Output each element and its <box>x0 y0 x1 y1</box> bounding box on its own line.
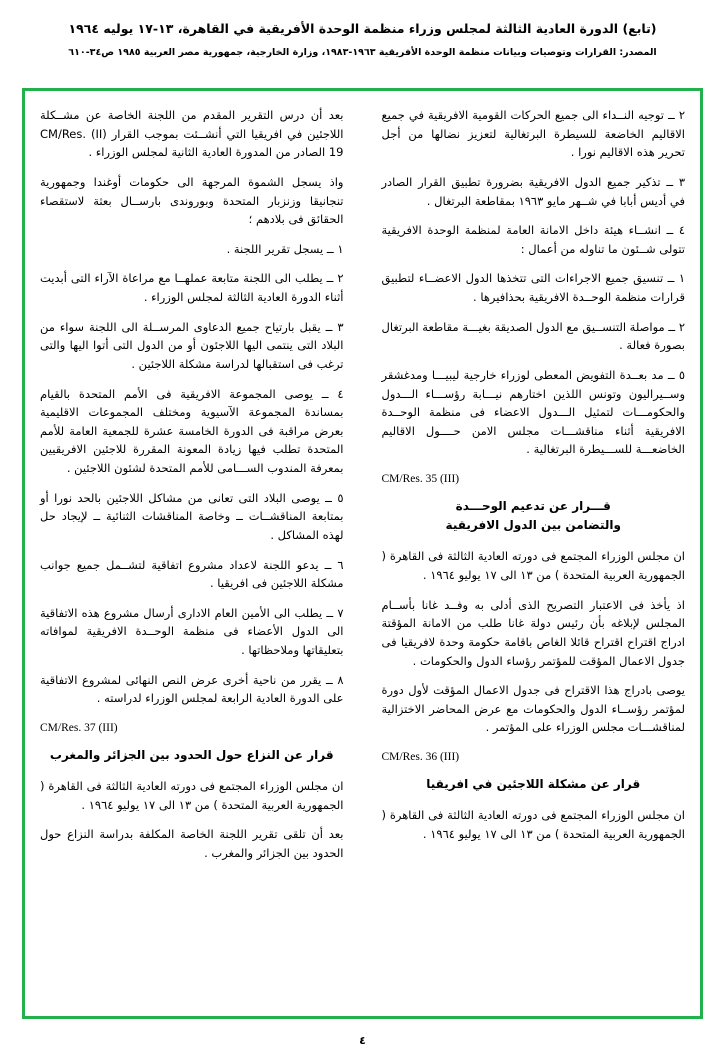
document-title: (تابع) الدورة العادية الثالثة لمجلس وزراء منظمة الوحدة الأفريقية في القاهرة، ١٣-١٧ يوليه ١٩٦٤ <box>68 21 657 36</box>
body-paragraph: ٨ ــ يقرر من ناحية أخرى عرض النص النهائى لمشروع الاتفاقية على الدورة العادية الرابعة لمجلس الوزراء لدراسته . <box>40 672 344 706</box>
body-paragraph: ٢ ــ يطلب الى اللجنة متابعة عملهــا مع مراعاة الآراء التى أبديت أثناء الدورة العادية الثالثة لمجلس الوزراء . <box>40 271 344 304</box>
body-paragraph: ان مجلس الوزراء المجتمع فى دورته العادية الثالثة فى القاهرة ( الجمهورية العربية المتحدة ) من ١٣ الى ١٧ يوليو ١٩٦٤ . <box>381 549 685 582</box>
body-paragraph: ١ ــ يسجل تقرير اللجنة . <box>226 241 344 256</box>
body-paragraph: ٣ ــ يقبل بارتياح جميع الدعاوى المرســلة الى اللجنة سواء من البلاد التى ينتمى اليها اللاجئون أو من الدول التى أتوا اليها والتى ترغب فى استقبالها لدراسة مشكلة اللاجئين . <box>40 319 344 371</box>
body-paragraph: يوصى بادراج هذا الاقتراح فى جدول الاعمال المؤقت لأول دورة لمؤتمر رؤســاء الدول والحكومات مع عرض المحاضر الاختزالية لمناقشـــات مجلس الوزراء على المؤتمر . <box>381 683 685 735</box>
page-number: ٤ <box>359 1034 366 1047</box>
body-paragraph: ١ ــ تنسيق جميع الاجراءات التى تتخذها الدول الاعضــاء لتطبيق قرارات منظمة الوحــدة الافريقية بحذافيرها . <box>381 271 685 304</box>
body-paragraph: ٢ ــ مواصلة التنســيق مع الدول الصديقة بغيـــة مقاطعة البرتغال بصورة فعالة . <box>381 319 685 353</box>
body-paragraph: ٥ ــ مد بعــدة التفويض المعطى لوزراء خارجية ليبيـــا ومدغشقر وســيراليون وتونس اللذين اختارهم نيـــابة رؤســـاء الـــدول والحكومـــات لتمثيل الـــدول الاعضاء فى منظمة الوحــدة الافريقية أثناء مناقشـــات مجلس الامن حــــول الاقاليم الخاضعـــة للســـيطرة البرتغالية . <box>381 367 685 457</box>
body-paragraph: اذ يأخذ فى الاعتبار التصريح الذى أدلى به وفــد غانا بأســام المجلس لإبلاغه بأن رئيس دولة غانا طلب من الامانة المؤقتة ادراج اقتراح اقتراح قائلا الغاص باقامة حكومة وحدة لافريقيا فى جدول الاعمال المؤقت للمؤتمر رؤساء الدول والحكومات . <box>381 597 685 668</box>
body-paragraph: ٧ ــ يطلب الى الأمين العام الادارى أرسال مشروع هذه الاتفاقية الى الدول الأعضاء فى منظمة الوحــدة الافريقية لموافاته بتعليقاتها وملاحظاتها . <box>40 605 344 657</box>
resolution-title: قـــرار عن تدعيم الوحـــدة والتضامن بين الدول الافريقية <box>445 499 621 533</box>
body-paragraph: ٤ ــ انشــاء هيئة داخل الامانة العامة لمنظمة الوحدة الافريقية تتولى شــئون ما تناوله من أعمال : <box>381 223 685 256</box>
body-paragraph: ٦ ــ يدعو اللجنة لاعداد مشروع اتفاقية لتشــمل جميع جوانب مشكلة اللاجئين فى افريقيا . <box>40 557 344 591</box>
column-left <box>34 100 350 1007</box>
body-paragraph: ان مجلس الوزراء المجتمع فى دورته العادية الثالثة فى القاهرة ( الجمهورية العربية المتحدة ) من ١٣ الى ١٧ يوليو ١٩٦٤ . <box>40 779 344 812</box>
two-column-body <box>34 100 691 1007</box>
document-source-line: المصدر: القرارات وتوصيات وبيانات منظمة الوحدة الأفريقية ١٩٦٣-١٩٨٣، وزارة الخارجية، جمهورية مصر العربية ١٩٨٥ ص٣٤-٦١٠ <box>68 46 657 58</box>
body-paragraph: واذ يسجل الشموة المرجهة الى حكومات أوغندا وجمهورية تنجانيقا وزنزبار المتحدة وبوروندى بارســال بعثة لاستقصاء الحقائق فى بلادهم ؛ <box>40 174 344 227</box>
resolution-title: قرار عن مشكلة اللاجئين في افريقيا <box>426 777 641 791</box>
body-paragraph: بعد أن تلقى تقرير اللجنة الخاصة المكلفة بدراسة النزاع حول الحدود بين الجزائر والمغرب . <box>40 827 344 860</box>
body-paragraph: ٤ ــ يوصى المجموعة الافريقية فى الأمم المتحدة بالقيام بمساندة المجموعة الآسيوية ومختلف المجموعات الاقليمية بعرض مراقبة فى الدورة الخامسة عشرة للجمعية العامة للأمم المتحدة تطلب فيها زيادة المعونة المقررة للاجئين الافريقيين بمعرفة المندوب الســـامى للأمم المتحدة لشئون اللاجئين . <box>40 386 344 475</box>
body-paragraph: ٥ ــ يوصى البلاد التى تعانى من مشاكل اللاجئين بالحد نورا أو بمتابعة المناقشــات ــ وخاصة المناقشات الثنائية ــ لإيجاد حل لهذه المشاكل . <box>40 490 344 542</box>
document-header <box>33 20 693 60</box>
body-paragraph: بعد أن درس التقرير المقدم من اللجنة الخاصة عن مشــكلة اللاجئين في افريقيا التي أنشــئت بموجب القرار (II) CM/Res. 19 الصادر من المدورة العادية الثانية لمجلس الوزراء . <box>40 108 344 160</box>
resolution-code: CM/Res. 36 (III) <box>381 751 460 763</box>
body-paragraph: ان مجلس الوزراء المجتمع فى دورته العادية الثالثة فى القاهرة ( الجمهورية العربية المتحدة ) من ١٣ الى ١٧ يوليو ١٩٦٤ . <box>381 808 685 841</box>
resolution-title: قرار عن النزاع حول الحدود بين الجزائر والمغرب <box>49 747 334 762</box>
body-paragraph: ٣ ــ تذكير جميع الدول الافريقية بضرورة تطبيق القرار الصادر في أديس أبابا في شــهر مايو ١٩٦٣ بمقاطعة البرتغال . <box>381 174 685 208</box>
column-right <box>376 100 692 1007</box>
body-paragraph: ٢ ــ توجيه النــداء الى جميع الحركات القومية الافريقية في جميع الاقاليم الخاضعة للسيطرة البرتغالية لتعزيز نضالها من أجل تحرير هذه الاقاليم نورا . <box>381 108 685 160</box>
resolution-code: CM/Res. 37 (III) <box>40 721 118 734</box>
resolution-code: CM/Res. 35 (III) <box>381 473 460 485</box>
